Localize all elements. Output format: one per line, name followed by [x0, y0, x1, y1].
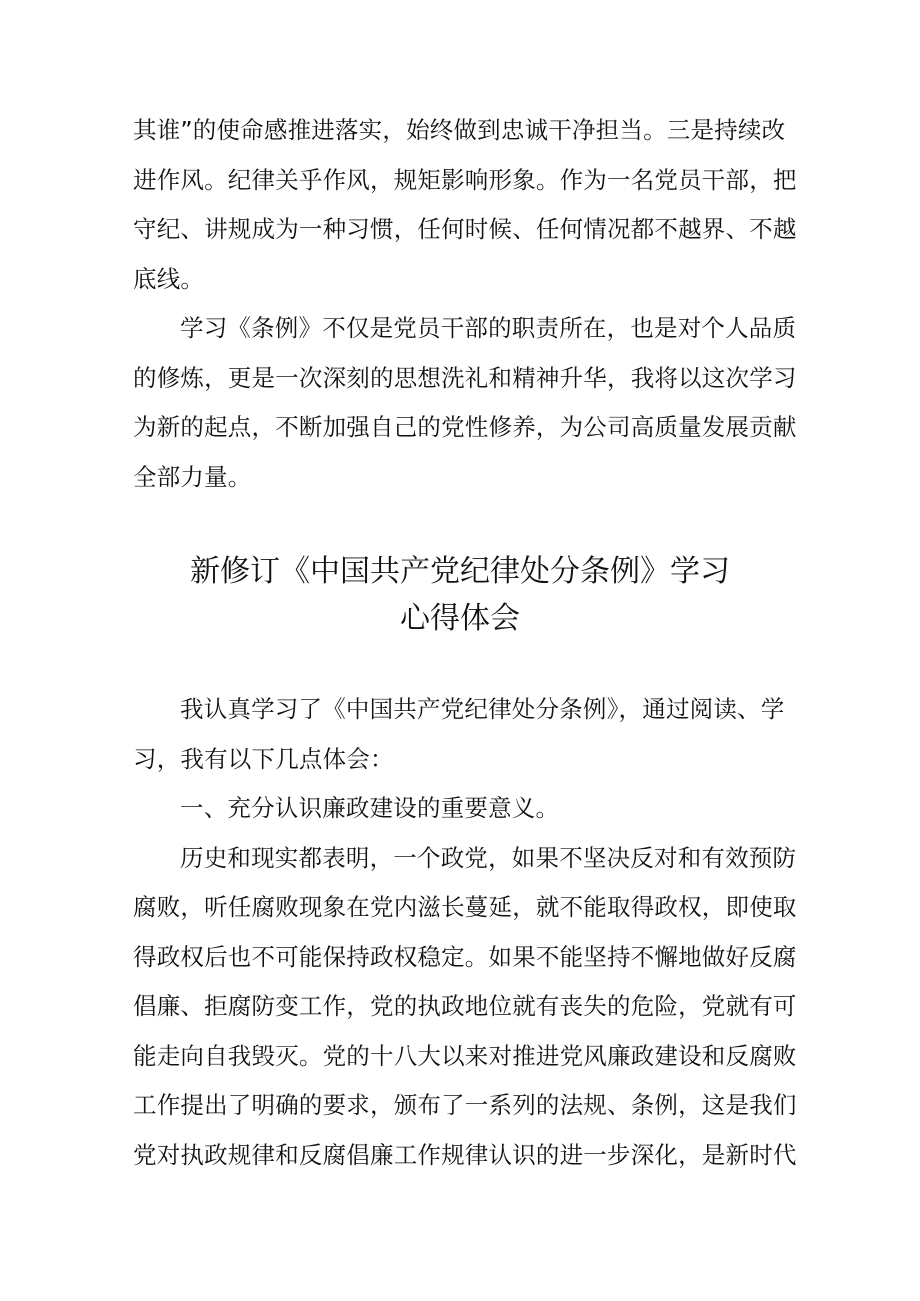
- body-line: 能走向自我毁灭。党的十八大以来对推进党风廉政建设和反腐败: [133, 1041, 797, 1070]
- article-title-line: 心得体会: [400, 601, 520, 636]
- body-line: 党对执政规律和反腐倡廉工作规律认识的进一步深化，是新时代: [133, 1140, 797, 1169]
- section-heading: 一、充分认识廉政建设的重要意义。: [180, 794, 560, 822]
- paragraph-line: 其谁”的使命感推进落实，始终做到忠诚干净担当。三是持续改: [133, 116, 786, 144]
- paragraph-line: 的修炼，更是一次深刻的思想洗礼和精神升华，我将以这次学习: [133, 363, 797, 392]
- body-line: 腐败，听任腐败现象在党内滋长蔓延，就不能取得政权，即使取: [133, 893, 797, 921]
- previous-section: [133, 106, 797, 502]
- article-title-line: 新修订《中国共产党纪律处分条例》学习: [190, 554, 730, 589]
- body-line: 倡廉、拒腐防变工作，党的执政地位就有丧失的危险，党就有可: [133, 992, 797, 1020]
- paragraph-line: 为新的起点，不断加强自己的党性修养，为公司高质量发展贡献: [133, 413, 797, 441]
- intro-line: 我认真学习了《中国共产党纪律处分条例》，通过阅读、学: [180, 695, 785, 723]
- paragraph-line: 底线。: [133, 264, 205, 293]
- paragraph-line: 学习《条例》不仅是党员干部的职责所在，也是对个人品质: [180, 314, 797, 342]
- paragraph-line: 全部力量。: [133, 462, 252, 491]
- paragraph-line: 进作风。纪律关乎作风，规矩影响形象。作为一名党员干部，把: [133, 165, 797, 194]
- article-title: [0, 548, 920, 642]
- body-line: 工作提出了明确的要求，颁布了一系列的法规、条例，这是我们: [133, 1091, 797, 1119]
- body-line: 得政权后也不可能保持政权稳定。如果不能坚持不懈地做好反腐: [133, 942, 797, 971]
- body-line: 历史和现实都表明，一个政党，如果不坚决反对和有效预防: [180, 843, 797, 872]
- paragraph-line: 守纪、讲规成为一种习惯，任何时候、任何情况都不越界、不越: [133, 215, 797, 243]
- article-body: [133, 685, 797, 1180]
- intro-line: 习，我有以下几点体会：: [133, 744, 394, 773]
